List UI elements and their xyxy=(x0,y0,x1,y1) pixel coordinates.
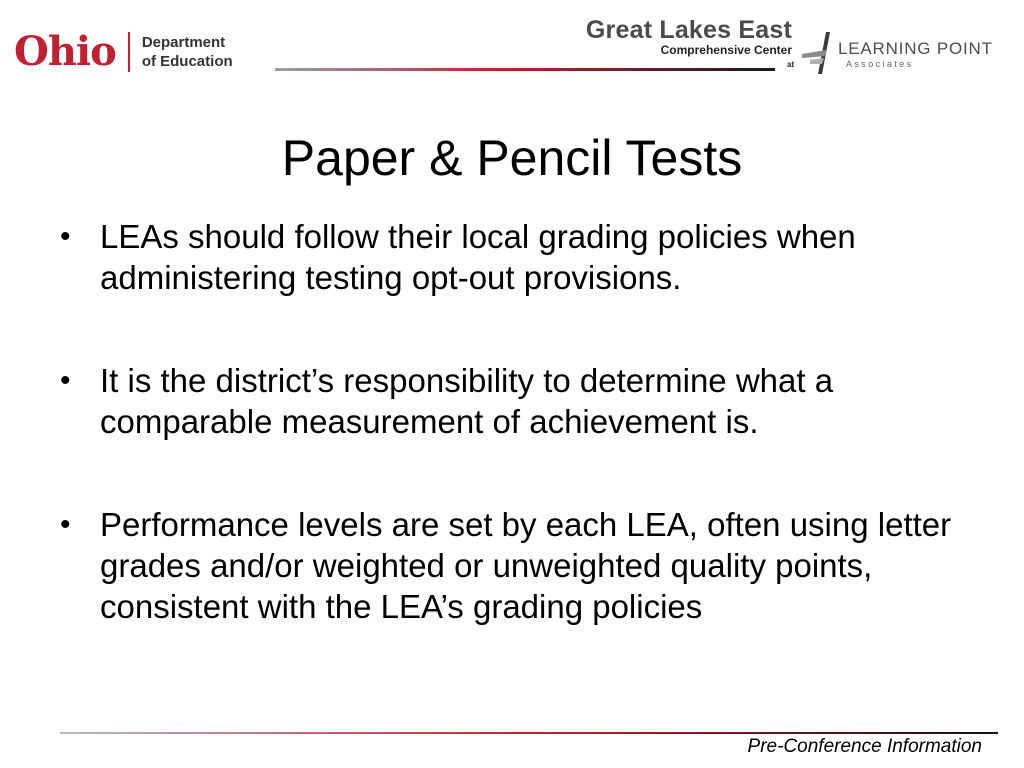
bullet-text: It is the district’s responsibility to determine what a comparable measurement of achievement is. xyxy=(100,362,834,440)
footer-divider-line xyxy=(60,732,998,734)
ohio-dept-text xyxy=(142,33,233,71)
header-divider-line xyxy=(275,68,775,71)
great-lakes-east-logo xyxy=(586,17,792,57)
learning-point-mark-icon xyxy=(800,30,840,76)
learning-point-associates-logo xyxy=(800,30,1000,76)
footer-label: Pre-Conference Information xyxy=(747,736,982,757)
gle-title: Great Lakes East xyxy=(585,16,792,44)
bullet-dot-icon: • xyxy=(60,220,71,253)
slide-title: Paper & Pencil Tests xyxy=(281,130,743,186)
bullet-text: Performance levels are set by each LEA, often using letter grades and/or weighted or unweighted quality points, consistent with the LEA’s grading policies xyxy=(100,506,952,625)
bullet-dot-icon: • xyxy=(60,508,71,541)
bullet-item xyxy=(56,360,976,442)
bullet-list xyxy=(56,216,976,689)
ohio-dept-line2: of Education xyxy=(141,53,233,70)
bullet-item xyxy=(56,216,976,298)
bullet-dot-icon: • xyxy=(60,364,71,397)
logo-divider xyxy=(128,32,130,72)
ohio-department-of-education-logo xyxy=(14,30,233,74)
lpa-associates: Associates xyxy=(846,59,914,69)
gle-at-label: at xyxy=(787,60,795,69)
ohio-wordmark: Ohio xyxy=(14,28,116,75)
gle-subtitle: Comprehensive Center xyxy=(660,43,792,57)
ohio-dept-line1: Department xyxy=(141,34,226,51)
bullet-text: LEAs should follow their local grading policies when administering testing opt-out provisions. xyxy=(100,218,856,296)
bullet-item xyxy=(56,504,976,627)
lpa-name: LEARNING POINT xyxy=(838,39,993,58)
